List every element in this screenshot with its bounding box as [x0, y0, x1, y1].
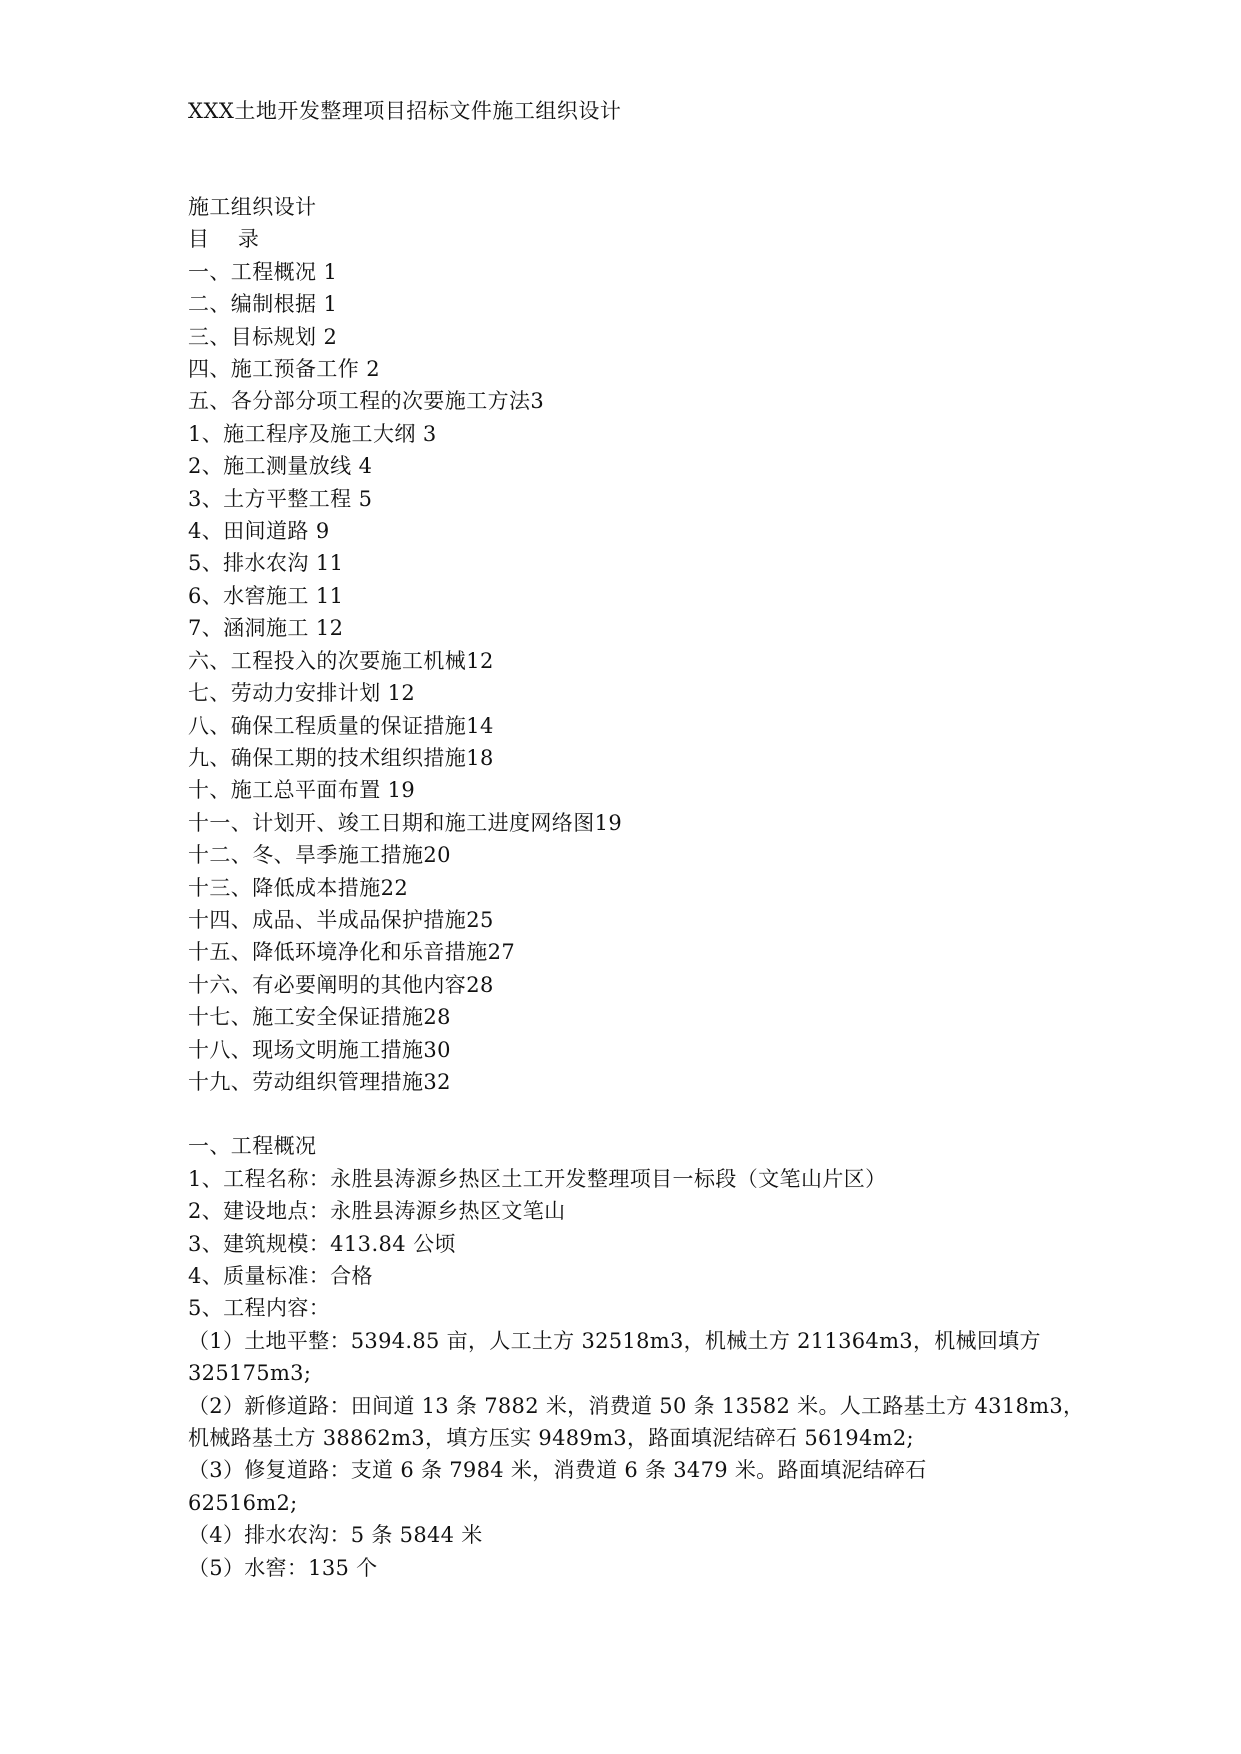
toc-entry: 十一、计划开、竣工日期和施工进度网络图19: [188, 810, 623, 835]
content-paragraph-1-line-2: 325175m3;: [188, 1361, 312, 1386]
overview-item: 4、质量标准：合格: [188, 1264, 373, 1288]
toc-label: 目 录: [188, 227, 260, 252]
toc-entry: 二、编制根据 1: [188, 292, 338, 317]
overview-item: 1、工程名称：永胜县涛源乡热区土工开发整理项目一标段（文笔山片区）: [188, 1166, 887, 1191]
toc-entry: 十二、冬、旱季施工措施20: [188, 843, 451, 868]
content-paragraph-2-line-2: 机械路基土方 38862m3，填方压实 9489m3，路面填泥结碎石 56194m2;: [188, 1426, 914, 1451]
toc-entry: 九、确保工期的技术组织措施18: [188, 745, 494, 770]
toc-entry: 十九、劳动组织管理措施32: [188, 1069, 451, 1094]
toc-entry: 十四、成品、半成品保护措施25: [188, 907, 494, 932]
toc-entry: 4、田间道路 9: [188, 519, 330, 544]
content-paragraph-4: （4）排水农沟：5 条 5844 米: [188, 1523, 483, 1548]
content-paragraph-2-line-1: （2）新修道路：田间道 13 条 7882 米，消费道 50 条 13582 米。人工路基土方 4318m3，: [188, 1393, 1085, 1418]
document-page: [188, 96, 1085, 1584]
toc-entry: 6、水窖施工 11: [188, 583, 344, 608]
toc-entry: 五、各分部分项工程的次要施工方法3: [188, 389, 545, 414]
toc-entry: 1、施工程序及施工大纲 3: [188, 421, 437, 446]
toc-entry: 一、工程概况 1: [188, 259, 338, 284]
overview-item: 3、建筑规模：413.84 公顷: [188, 1231, 456, 1256]
content-paragraph-3-line-2: 62516m2;: [188, 1490, 298, 1515]
section-heading: 一、工程概况: [188, 1134, 317, 1159]
toc-entry: 十六、有必要阐明的其他内容28: [188, 972, 494, 997]
toc-entry: 四、施工预备工作 2: [188, 357, 381, 382]
toc-entry: 六、工程投入的次要施工机械12: [188, 648, 494, 673]
toc-entry: 十、施工总平面布置 19: [188, 778, 416, 803]
content-paragraph-3-line-1: （3）修复道路：支道 6 条 7984 米，消费道 6 条 3479 米。路面填泥结碎石: [188, 1458, 927, 1483]
document-title: XXX土地开发整理项目招标文件施工组织设计: [188, 99, 622, 123]
toc-entry: 八、确保工程质量的保证措施14: [188, 713, 494, 738]
content-paragraph-1-line-1: （1）土地平整：5394.85 亩，人工土方 32518m3，机械土方 211364m3，机械回填方: [188, 1328, 1041, 1353]
table-of-contents: [188, 191, 1068, 1098]
toc-entry: 七、劳动力安排计划 12: [188, 681, 416, 706]
toc-entry: 十三、降低成本措施22: [188, 875, 409, 900]
toc-entry: 十八、现场文明施工措施30: [188, 1037, 451, 1062]
toc-entry: 三、目标规划 2: [188, 324, 338, 349]
toc-heading: 施工组织设计: [188, 195, 317, 219]
toc-entry: 3、土方平整工程 5: [188, 486, 373, 511]
overview-item: 2、建设地点：永胜县涛源乡热区文笔山: [188, 1199, 566, 1224]
toc-entry: 2、施工测量放线 4: [188, 454, 373, 479]
overview-item: 5、工程内容：: [188, 1296, 331, 1321]
toc-entry: 5、排水农沟 11: [188, 551, 344, 576]
content-paragraph-5: （5）水窖：135 个: [188, 1555, 378, 1580]
section-project-overview: [188, 1130, 1085, 1584]
toc-entry: 十七、施工安全保证措施28: [188, 1005, 451, 1030]
toc-entry: 十五、降低环境净化和乐音措施27: [188, 940, 516, 965]
toc-entry: 7、涵洞施工 12: [188, 616, 344, 641]
